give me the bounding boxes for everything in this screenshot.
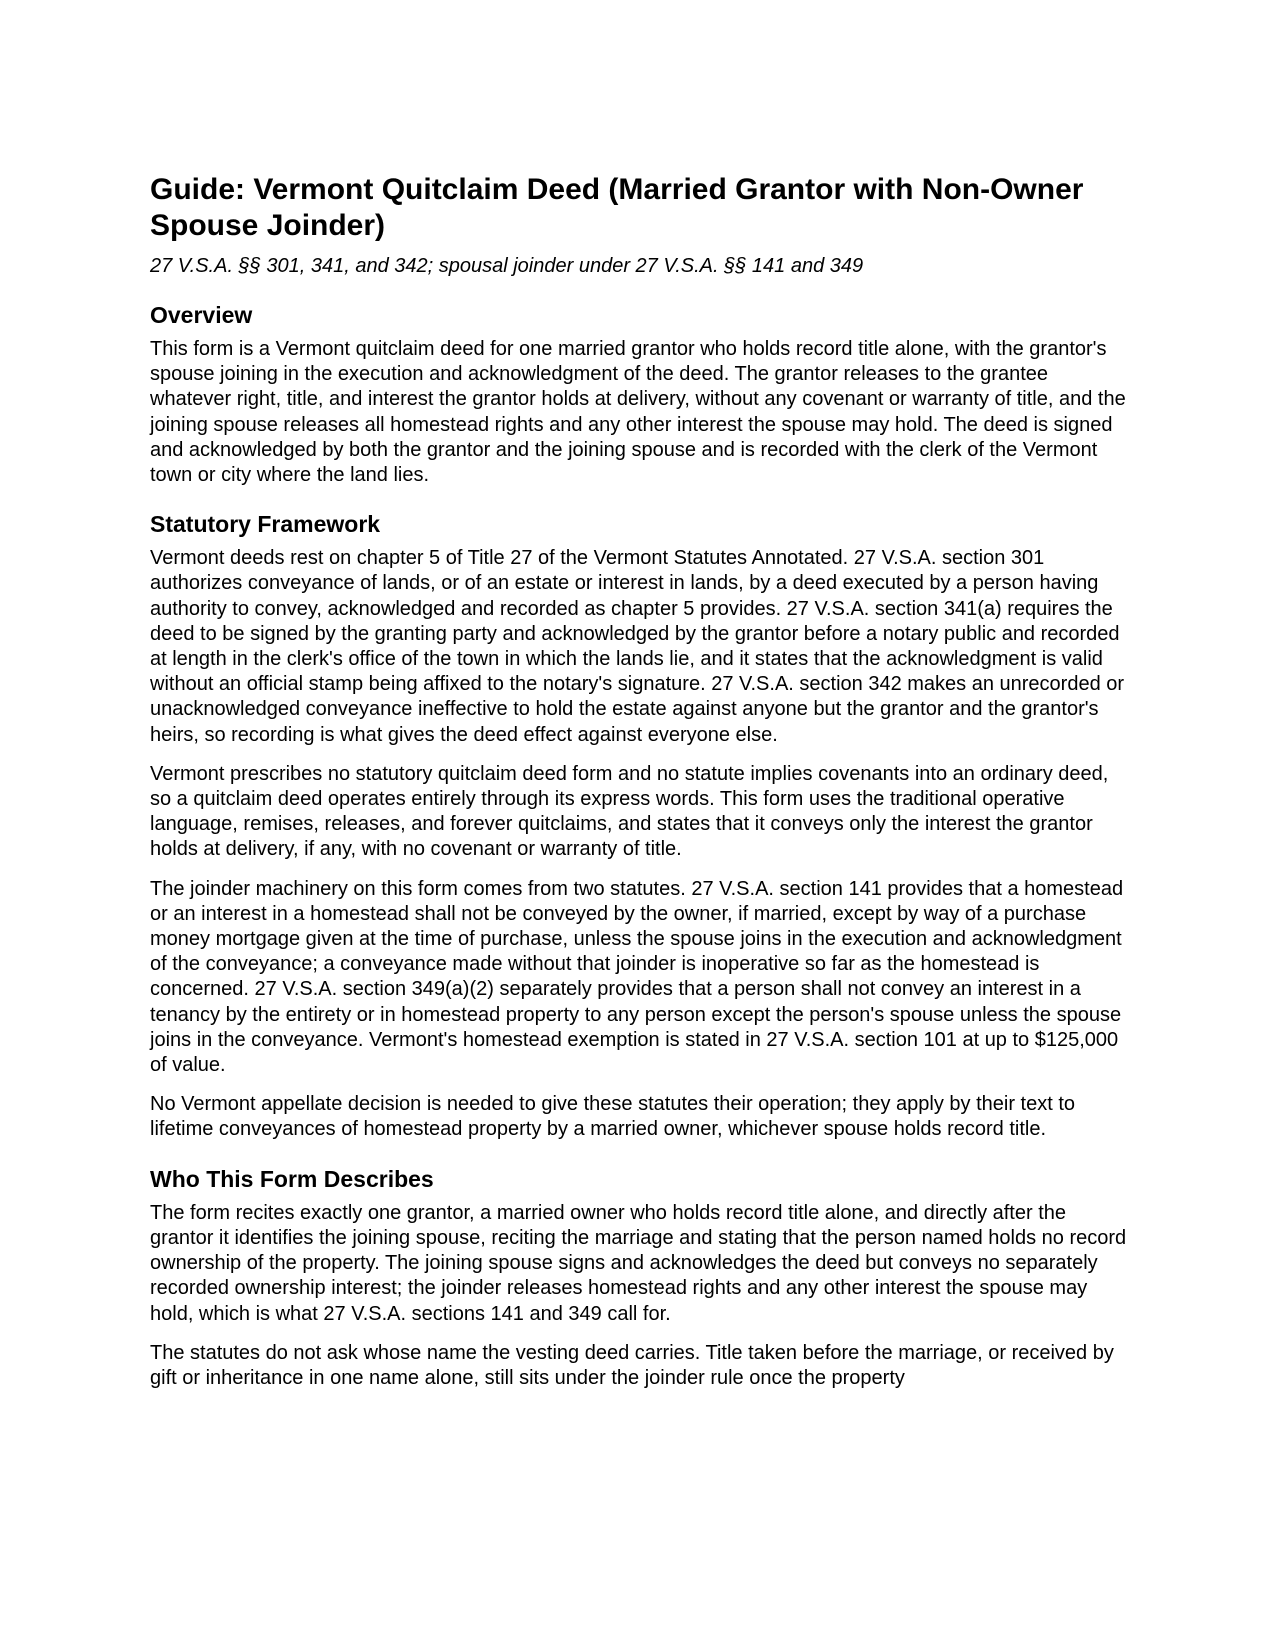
document-subtitle: 27 V.S.A. §§ 301, 341, and 342; spousal joinder under 27 V.S.A. §§ 141 and 349 xyxy=(150,255,864,277)
paragraph: The form recites exactly one grantor, a married owner who holds record title alone, and directly after the grantor it identifies the joining spouse, reciting the marriage and stating that the person named holds no record ownership of the property. The joining spouse signs and acknowledges the deed but conveys no separately recorded ownership interest; the joinder releases homestead rights and any other interest the spouse may hold, which is what 27 V.S.A. sections 141 and 349 call for. xyxy=(150,1201,1127,1325)
section-overview xyxy=(150,301,1130,488)
paragraph: Vermont prescribes no statutory quitclaim deed form and no statute implies covenants into an ordinary deed, so a quitclaim deed operates entirely through its express words. This form uses the traditional operative language, remises, releases, and forever quitclaims, and states that it conveys only the interest the grantor holds at delivery, if any, with no covenant or warranty of title. xyxy=(150,762,1109,861)
section-heading: Who This Form Describes xyxy=(150,1165,434,1192)
section-heading: Statutory Framework xyxy=(150,511,381,538)
section-heading: Overview xyxy=(150,302,253,328)
section-statutory-framework xyxy=(150,510,1130,1142)
document-title: Guide: Vermont Quitclaim Deed (Married Grantor with Non-Owner Spouse Joinder) xyxy=(150,173,1084,242)
paragraph: This form is a Vermont quitclaim deed for one married grantor who holds record title alone, with the grantor's spouse joining in the execution and acknowledgment of the deed. The grantor releases to the grantee whatever right, title, and interest the grantor holds at delivery, without any covenant or warranty of title, and the joining spouse releases all homestead rights and any other interest the spouse may hold. The deed is signed and acknowledged by both the grantor and the joining spouse and is recorded with the clerk of the Vermont town or city where the land lies. xyxy=(150,338,1126,487)
paragraph: The statutes do not ask whose name the vesting deed carries. Title taken before the marriage, or received by gift or inheritance in one name alone, still sits under the joinder rule once the property xyxy=(150,1341,1114,1389)
paragraph: Vermont deeds rest on chapter 5 of Title 27 of the Vermont Statutes Annotated. 27 V.S.A. section 301 authorizes conveyance of lands, or of an estate or interest in lands, by a deed executed by a person having authority to convey, acknowledged and recorded as chapter 5 provides. 27 V.S.A. section 341(a) requires the deed to be signed by the granting party and acknowledged by the grantor before a notary public and recorded at length in the clerk's office of the town in which the lands lie, and it states that the acknowledgment is valid without an official stamp being affixed to the notary's signature. 27 V.S.A. section 342 makes an unrecorded or unacknowledged conveyance ineffective to hold the estate against anyone but the grantor and the grantor's heirs, so recording is what gives the deed effect against everyone else. xyxy=(150,547,1125,746)
document-page xyxy=(150,172,1130,1391)
section-who-this-form-describes xyxy=(150,1165,1130,1391)
paragraph: The joinder machinery on this form comes from two statutes. 27 V.S.A. section 141 provides that a homestead or an interest in a homestead shall not be conveyed by the owner, if married, except by way of a purchase money mortgage given at the time of purchase, unless the spouse joins in the execution and acknowledgment of the conveyance; a conveyance made without that joinder is inoperative so far as the homestead is concerned. 27 V.S.A. section 349(a)(2) separately provides that a person shall not convey an interest in a tenancy by the entirety or in homestead property to any person except the person's spouse unless the spouse joins in the conveyance. Vermont's homestead exemption is stated in 27 V.S.A. section 101 at up to $125,000 of value. xyxy=(150,877,1124,1077)
paragraph: No Vermont appellate decision is needed to give these statutes their operation; they apply by their text to lifetime conveyances of homestead property by a married owner, whichever spouse holds record title. xyxy=(150,1093,1076,1141)
